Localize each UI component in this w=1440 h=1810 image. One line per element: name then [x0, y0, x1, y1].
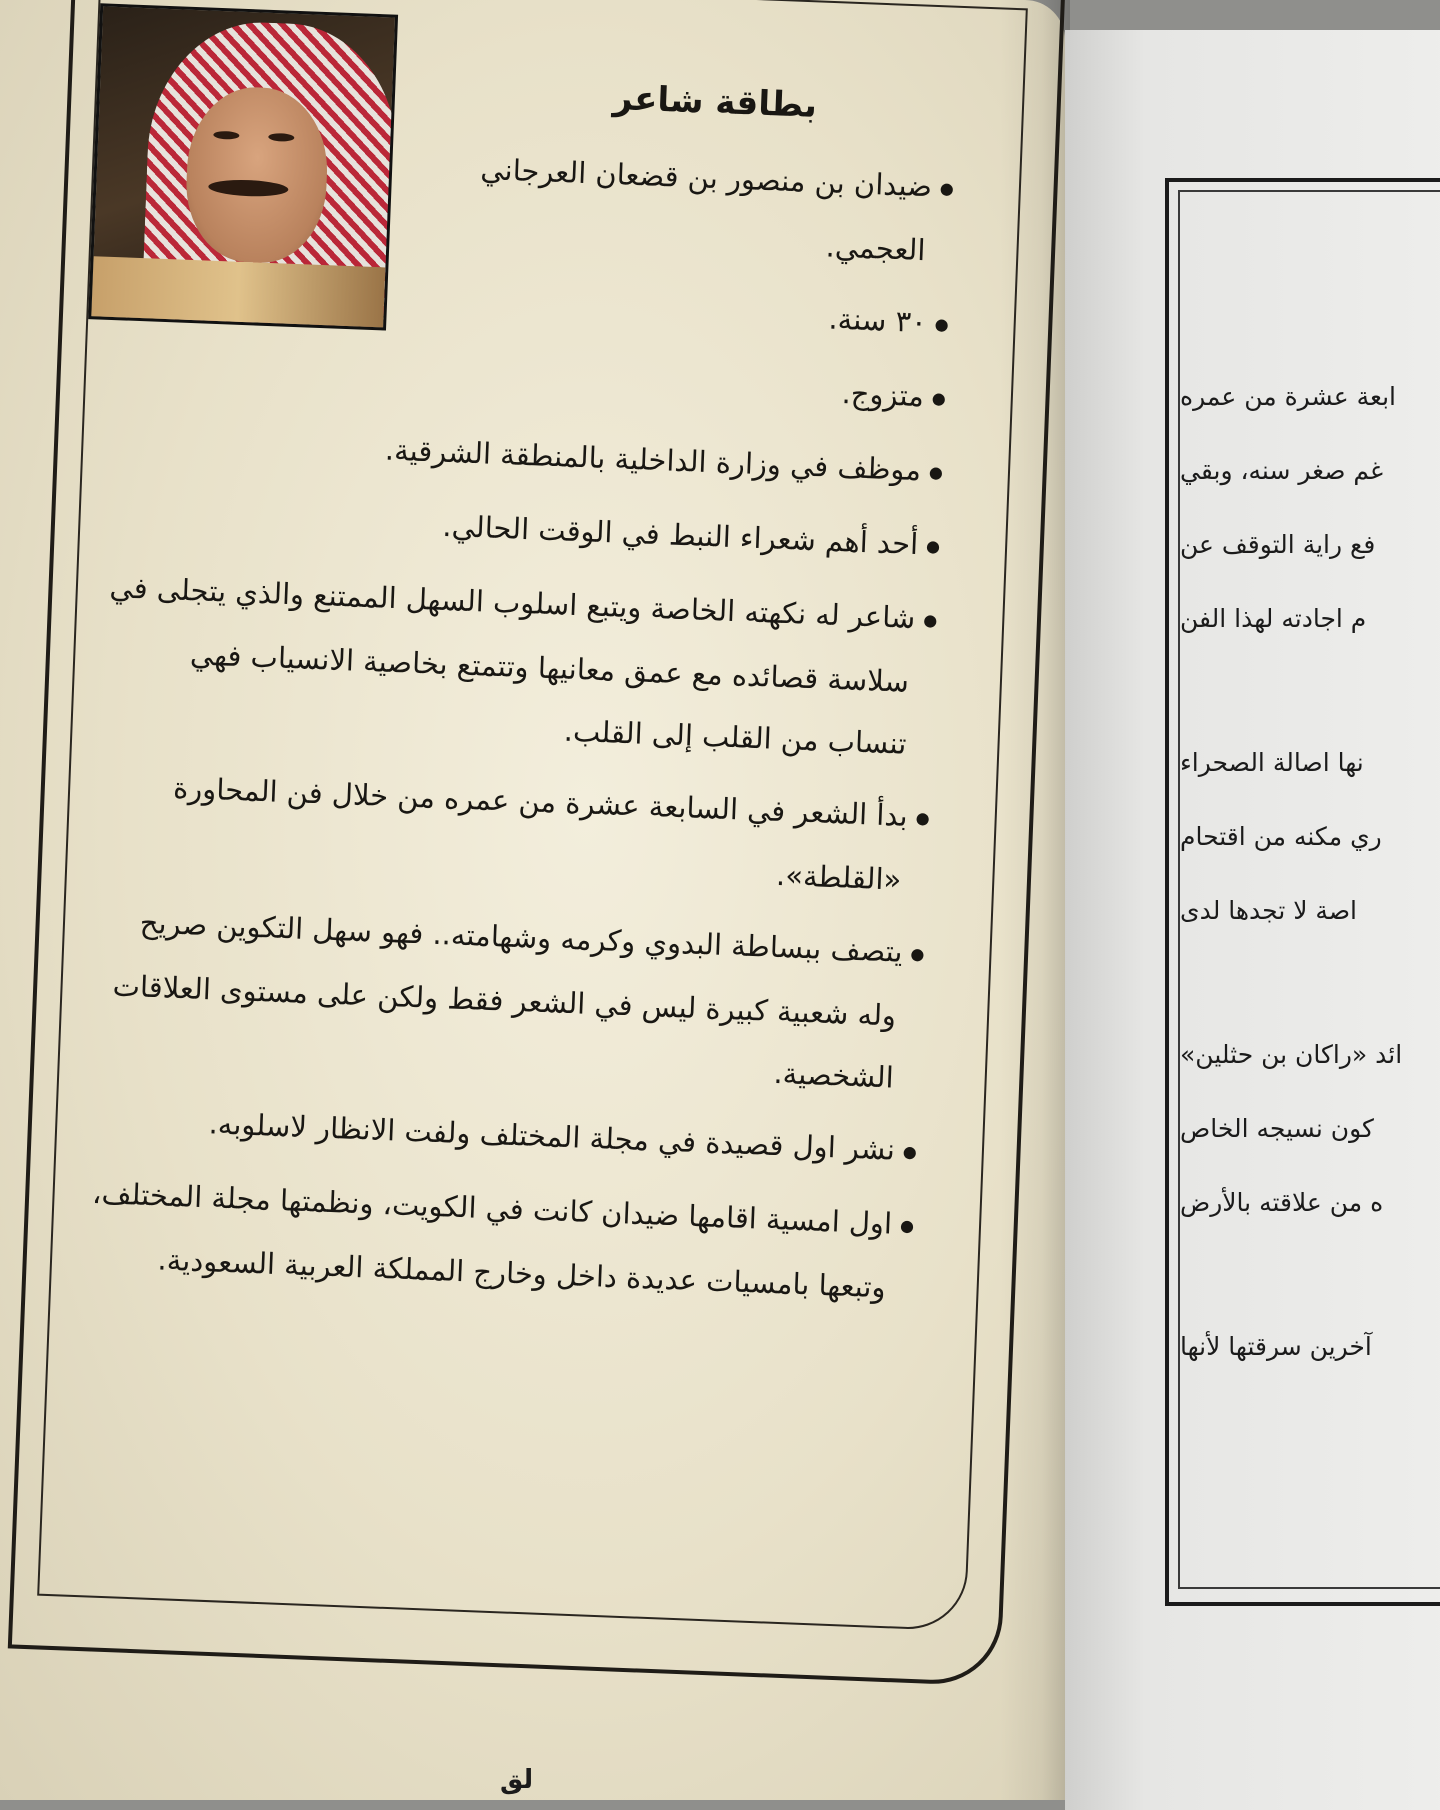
- right-page-line: نها اصالة الصحراء: [1180, 748, 1364, 777]
- card-line: وله شعبية كبيرة ليس في الشعر فقط ولكن على مستوى العلاقات: [112, 968, 897, 1033]
- right-page-line: فع راية التوقف عن: [1180, 530, 1376, 559]
- card-line: العجمي.: [825, 229, 927, 268]
- card-line: «القلطة».: [775, 857, 902, 897]
- right-page-line: اصة لا تجدها لدى: [1180, 896, 1358, 925]
- card-lines: [31, 122, 955, 1319]
- right-page-line: آخرين سرقتها لأنها: [1180, 1332, 1372, 1361]
- card-line: ● بدأ الشعر في السابعة عشرة من عمره من خلال فن المحاورة: [49, 752, 931, 850]
- poet-card: [34, 3, 989, 1305]
- card-line: وتبعها بامسيات عديدة داخل وخارج المملكة العربية السعودية.: [157, 1242, 887, 1305]
- right-page-line: غم صغر سنه، وبقي: [1180, 456, 1384, 485]
- card-line: ● موظف في وزارة الداخلية بالمنطقة الشرقية.: [62, 406, 944, 504]
- right-page-line: ه من علاقته بالأرض: [1180, 1188, 1384, 1217]
- card-line: ● يتصف ببساطة البدوي وكرمه وشهامته.. فهو سهل التكوين صريح: [44, 888, 926, 986]
- right-page-line: كون نسيجه الخاص: [1180, 1114, 1374, 1143]
- card-line: الشخصية.: [772, 1055, 895, 1095]
- card-line: تنساب من القلب إلى القلب.: [563, 713, 908, 761]
- right-page-line: ابعة عشرة من عمره: [1180, 382, 1397, 411]
- right-page-text: [1180, 360, 1440, 1384]
- right-page-line: ائد «راكان بن حثلين»: [1180, 1040, 1403, 1069]
- card-line: ● ضيدان بن منصور بن قضعان العرجاني: [73, 122, 955, 220]
- card-line: ● ٣٠ سنة.: [68, 258, 950, 356]
- card-title: بطاقة شاعر: [612, 78, 818, 126]
- card-line: ● نشر اول قصيدة في مجلة المختلف ولفت الانظار لاسلوبه.: [36, 1086, 918, 1184]
- right-page-line: ري مكنه من اقتحام: [1180, 822, 1382, 851]
- right-page-line: م اجادته لهذا الفن: [1180, 604, 1367, 633]
- card-line: ● متزوج.: [65, 332, 947, 430]
- card-line: سلاسة قصائده مع عمق معانيها وتتمتع بخاصية الانسياب فهي: [189, 637, 910, 699]
- card-line: ● اول امسية اقامها ضيدان كانت في الكويت، ونظمتها مجلة المختلف،: [33, 1160, 915, 1258]
- card-line: ● شاعر له نكهته الخاصة ويتبع اسلوب السهل الممتنع والذي يتجلى في: [57, 554, 939, 652]
- footer-logo: لق: [500, 1765, 534, 1795]
- card-line: ● أحد أهم شعراء النبط في الوقت الحالي.: [60, 480, 942, 578]
